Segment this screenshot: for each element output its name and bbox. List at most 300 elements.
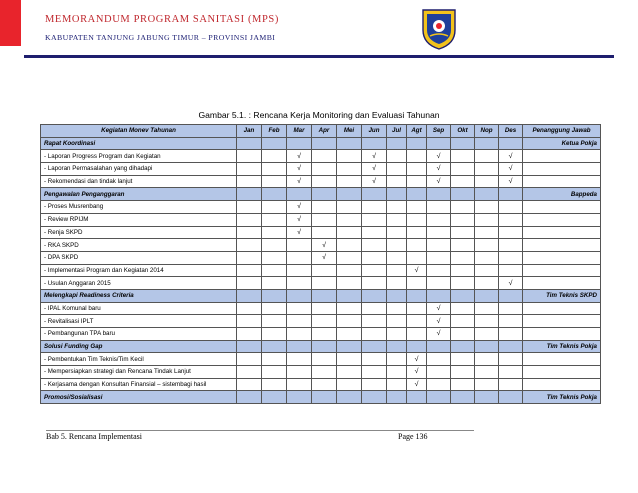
month-cell <box>427 391 451 404</box>
month-cell <box>237 239 262 252</box>
month-cell <box>337 340 362 353</box>
month-cell <box>312 264 337 277</box>
column-header: Nop <box>475 125 499 138</box>
month-cell <box>362 239 387 252</box>
month-cell <box>407 226 427 239</box>
month-cell <box>312 289 337 302</box>
month-cell <box>475 366 499 379</box>
month-cell <box>362 213 387 226</box>
column-header: Jul <box>387 125 407 138</box>
month-cell <box>262 277 287 290</box>
section-label-text: Solusi Funding Gap <box>44 343 103 351</box>
month-cell <box>499 391 523 404</box>
section-label: Melengkapi Readiness Criteria <box>41 289 237 302</box>
document-subtitle: KABUPATEN TANJUNG JABUNG TIMUR – PROVINSI JAMBI <box>45 33 276 42</box>
month-cell <box>287 302 312 315</box>
month-cell <box>337 213 362 226</box>
month-cell <box>262 391 287 404</box>
table-row <box>41 315 601 328</box>
monev-schedule-table <box>40 124 601 404</box>
responsible-cell <box>523 201 601 214</box>
month-cell <box>237 328 262 341</box>
responsible-cell <box>523 226 601 239</box>
month-cell <box>407 213 427 226</box>
responsible-cell <box>523 264 601 277</box>
month-cell <box>451 213 475 226</box>
month-cell <box>475 201 499 214</box>
month-cell <box>387 188 407 201</box>
activity-label: - Renja SKPD <box>41 226 237 239</box>
month-cell <box>407 277 427 290</box>
responsible-cell <box>523 213 601 226</box>
activity-label: - IPAL Komunal baru <box>41 302 237 315</box>
month-cell <box>499 264 523 277</box>
activity-label: - Pembentukan Tim Teknis/Tim Kecil <box>41 353 237 366</box>
month-cell <box>237 163 262 176</box>
month-cell <box>451 328 475 341</box>
month-cell <box>407 340 427 353</box>
column-header: Apr <box>312 125 337 138</box>
table-row <box>41 213 601 226</box>
month-cell <box>362 264 387 277</box>
check-mark-cell: √ <box>287 226 312 239</box>
responsible-party: Tim Teknis Pokja <box>523 340 601 353</box>
section-row <box>41 289 601 302</box>
month-cell <box>475 175 499 188</box>
month-cell <box>312 328 337 341</box>
table-row <box>41 302 601 315</box>
month-cell <box>499 353 523 366</box>
month-cell <box>312 175 337 188</box>
check-mark-cell: √ <box>499 277 523 290</box>
activity-label: - Proses Musrenbang <box>41 201 237 214</box>
month-cell <box>427 378 451 391</box>
month-cell <box>312 188 337 201</box>
month-cell <box>451 302 475 315</box>
check-mark-cell: √ <box>427 328 451 341</box>
month-cell <box>237 353 262 366</box>
month-cell <box>362 137 387 150</box>
activity-label: - Mempersiapkan strategi dan Rencana Tindak Lanjut <box>41 366 237 379</box>
month-cell <box>407 239 427 252</box>
check-mark-cell: √ <box>407 366 427 379</box>
month-cell <box>312 226 337 239</box>
month-cell <box>287 264 312 277</box>
table-row <box>41 353 601 366</box>
month-cell <box>312 137 337 150</box>
month-cell <box>451 251 475 264</box>
month-cell <box>287 340 312 353</box>
check-mark-cell: √ <box>427 150 451 163</box>
month-cell <box>312 277 337 290</box>
activity-label: - Usulan Anggaran 2015 <box>41 277 237 290</box>
check-mark-cell: √ <box>287 175 312 188</box>
month-cell <box>262 378 287 391</box>
responsible-party: Bappeda <box>523 188 601 201</box>
month-cell <box>262 264 287 277</box>
activity-label: - Implementasi Program dan Kegiatan 2014 <box>41 264 237 277</box>
check-mark-cell: √ <box>287 163 312 176</box>
month-cell <box>237 188 262 201</box>
month-cell <box>287 366 312 379</box>
responsible-cell <box>523 163 601 176</box>
month-cell <box>312 391 337 404</box>
activity-label: - RKA SKPD <box>41 239 237 252</box>
month-cell <box>237 213 262 226</box>
check-mark-cell: √ <box>287 213 312 226</box>
month-cell <box>475 302 499 315</box>
responsible-cell <box>523 328 601 341</box>
month-cell <box>337 366 362 379</box>
month-cell <box>287 328 312 341</box>
month-cell <box>387 340 407 353</box>
month-cell <box>262 302 287 315</box>
month-cell <box>362 353 387 366</box>
column-header: Okt <box>451 125 475 138</box>
check-mark-cell: √ <box>362 175 387 188</box>
responsible-party: Tim Teknis SKPD <box>523 289 601 302</box>
month-cell <box>451 353 475 366</box>
month-cell <box>262 175 287 188</box>
column-header: Jun <box>362 125 387 138</box>
month-cell <box>262 251 287 264</box>
section-row <box>41 391 601 404</box>
month-cell <box>427 137 451 150</box>
column-header: Kegiatan Monev Tahunan <box>41 125 237 138</box>
header-divider <box>24 55 614 58</box>
month-cell <box>499 213 523 226</box>
document-title: MEMORANDUM PROGRAM SANITASI (MPS) <box>45 14 279 25</box>
month-cell <box>287 188 312 201</box>
month-cell <box>475 289 499 302</box>
month-cell <box>475 378 499 391</box>
check-mark-cell: √ <box>312 239 337 252</box>
month-cell <box>407 251 427 264</box>
section-row <box>41 340 601 353</box>
month-cell <box>427 201 451 214</box>
check-mark-cell: √ <box>499 163 523 176</box>
month-cell <box>337 137 362 150</box>
section-row <box>41 137 601 150</box>
month-cell <box>262 366 287 379</box>
month-cell <box>451 391 475 404</box>
month-cell <box>237 175 262 188</box>
table-row <box>41 378 601 391</box>
month-cell <box>475 264 499 277</box>
month-cell <box>451 137 475 150</box>
month-cell <box>237 302 262 315</box>
month-cell <box>499 251 523 264</box>
month-cell <box>237 201 262 214</box>
month-cell <box>237 150 262 163</box>
month-cell <box>407 302 427 315</box>
month-cell <box>451 175 475 188</box>
month-cell <box>362 289 387 302</box>
month-cell <box>387 163 407 176</box>
month-cell <box>407 391 427 404</box>
month-cell <box>475 391 499 404</box>
responsible-cell <box>523 175 601 188</box>
month-cell <box>451 163 475 176</box>
month-cell <box>362 201 387 214</box>
month-cell <box>387 201 407 214</box>
month-cell <box>287 239 312 252</box>
check-mark-cell: √ <box>499 150 523 163</box>
section-row <box>41 188 601 201</box>
month-cell <box>499 302 523 315</box>
check-mark-cell: √ <box>312 251 337 264</box>
activity-label: - DPA SKPD <box>41 251 237 264</box>
month-cell <box>262 340 287 353</box>
check-mark-cell: √ <box>287 150 312 163</box>
table-row <box>41 150 601 163</box>
month-cell <box>237 251 262 264</box>
month-cell <box>262 137 287 150</box>
month-cell <box>387 239 407 252</box>
month-cell <box>475 163 499 176</box>
month-cell <box>451 289 475 302</box>
month-cell <box>387 289 407 302</box>
table-row <box>41 366 601 379</box>
month-cell <box>451 366 475 379</box>
check-mark-cell: √ <box>499 175 523 188</box>
month-cell <box>287 353 312 366</box>
responsible-cell <box>523 315 601 328</box>
month-cell <box>362 251 387 264</box>
month-cell <box>499 378 523 391</box>
month-cell <box>387 137 407 150</box>
column-header: Des <box>499 125 523 138</box>
month-cell <box>362 378 387 391</box>
month-cell <box>451 150 475 163</box>
month-cell <box>337 251 362 264</box>
month-cell <box>287 251 312 264</box>
activity-label: - Revitalisasi IPLT <box>41 315 237 328</box>
month-cell <box>237 315 262 328</box>
month-cell <box>337 239 362 252</box>
month-cell <box>337 264 362 277</box>
month-cell <box>312 378 337 391</box>
month-cell <box>427 264 451 277</box>
month-cell <box>262 315 287 328</box>
month-cell <box>499 366 523 379</box>
month-cell <box>451 239 475 252</box>
month-cell <box>387 277 407 290</box>
month-cell <box>427 188 451 201</box>
month-cell <box>427 340 451 353</box>
check-mark-cell: √ <box>427 175 451 188</box>
table-row <box>41 201 601 214</box>
month-cell <box>499 188 523 201</box>
check-mark-cell: √ <box>407 264 427 277</box>
month-cell <box>337 150 362 163</box>
month-cell <box>427 213 451 226</box>
month-cell <box>312 366 337 379</box>
table-row <box>41 175 601 188</box>
column-header: Jan <box>237 125 262 138</box>
month-cell <box>362 366 387 379</box>
responsible-party: Ketua Pokja <box>523 137 601 150</box>
month-cell <box>387 315 407 328</box>
responsible-cell <box>523 251 601 264</box>
month-cell <box>427 239 451 252</box>
footer-divider <box>46 430 474 431</box>
month-cell <box>451 188 475 201</box>
month-cell <box>387 175 407 188</box>
column-header: Agt <box>407 125 427 138</box>
month-cell <box>475 328 499 341</box>
column-header: Feb <box>262 125 287 138</box>
month-cell <box>499 137 523 150</box>
month-cell <box>262 226 287 239</box>
month-cell <box>237 366 262 379</box>
month-cell <box>387 264 407 277</box>
month-cell <box>262 201 287 214</box>
month-cell <box>451 340 475 353</box>
month-cell <box>475 315 499 328</box>
regency-emblem-icon <box>420 6 458 50</box>
month-cell <box>337 277 362 290</box>
month-cell <box>427 366 451 379</box>
table-row <box>41 328 601 341</box>
month-cell <box>499 315 523 328</box>
month-cell <box>427 251 451 264</box>
month-cell <box>237 264 262 277</box>
check-mark-cell: √ <box>362 163 387 176</box>
table-row <box>41 264 601 277</box>
month-cell <box>362 226 387 239</box>
month-cell <box>387 213 407 226</box>
month-cell <box>337 315 362 328</box>
header-accent-bar <box>0 0 21 46</box>
month-cell <box>312 150 337 163</box>
month-cell <box>475 137 499 150</box>
check-mark-cell: √ <box>427 315 451 328</box>
check-mark-cell: √ <box>427 302 451 315</box>
month-cell <box>337 226 362 239</box>
month-cell <box>475 353 499 366</box>
month-cell <box>387 391 407 404</box>
month-cell <box>337 302 362 315</box>
activity-label: - Laporan Progress Program dan Kegiatan <box>41 150 237 163</box>
month-cell <box>337 188 362 201</box>
month-cell <box>262 353 287 366</box>
month-cell <box>262 163 287 176</box>
month-cell <box>312 213 337 226</box>
month-cell <box>407 150 427 163</box>
month-cell <box>499 201 523 214</box>
check-mark-cell: √ <box>287 201 312 214</box>
month-cell <box>362 188 387 201</box>
month-cell <box>407 289 427 302</box>
month-cell <box>387 366 407 379</box>
table-row <box>41 251 601 264</box>
month-cell <box>475 277 499 290</box>
month-cell <box>312 353 337 366</box>
check-mark-cell: √ <box>407 378 427 391</box>
month-cell <box>499 328 523 341</box>
column-header: Penanggung Jawab <box>523 125 601 138</box>
check-mark-cell: √ <box>427 163 451 176</box>
responsible-cell <box>523 239 601 252</box>
month-cell <box>287 391 312 404</box>
month-cell <box>262 328 287 341</box>
figure-caption: Gambar 5.1. : Rencana Kerja Monitoring dan Evaluasi Tahunan <box>198 110 440 120</box>
responsible-cell <box>523 378 601 391</box>
month-cell <box>387 328 407 341</box>
column-header: Sep <box>427 125 451 138</box>
month-cell <box>237 277 262 290</box>
table-header-row <box>41 125 601 138</box>
month-cell <box>407 163 427 176</box>
month-cell <box>475 239 499 252</box>
month-cell <box>237 340 262 353</box>
table-row <box>41 277 601 290</box>
month-cell <box>407 315 427 328</box>
month-cell <box>499 239 523 252</box>
month-cell <box>427 277 451 290</box>
month-cell <box>287 277 312 290</box>
month-cell <box>262 188 287 201</box>
table-row <box>41 226 601 239</box>
month-cell <box>451 277 475 290</box>
month-cell <box>312 315 337 328</box>
month-cell <box>362 302 387 315</box>
month-cell <box>499 289 523 302</box>
table-row <box>41 163 601 176</box>
section-label: Pengawalan Penganggaran <box>41 188 237 201</box>
month-cell <box>407 188 427 201</box>
month-cell <box>362 391 387 404</box>
month-cell <box>475 226 499 239</box>
month-cell <box>262 150 287 163</box>
month-cell <box>427 353 451 366</box>
month-cell <box>407 328 427 341</box>
activity-label: - Rekomendasi dan tindak lanjut <box>41 175 237 188</box>
month-cell <box>337 175 362 188</box>
responsible-cell <box>523 353 601 366</box>
responsible-cell <box>523 150 601 163</box>
section-label: Rapat Koordinasi <box>41 137 237 150</box>
month-cell <box>362 277 387 290</box>
month-cell <box>237 226 262 239</box>
month-cell <box>337 163 362 176</box>
month-cell <box>337 353 362 366</box>
month-cell <box>475 188 499 201</box>
month-cell <box>312 201 337 214</box>
month-cell <box>475 340 499 353</box>
section-label: Promosi/Sosialisasi <box>41 391 237 404</box>
month-cell <box>337 201 362 214</box>
month-cell <box>287 289 312 302</box>
month-cell <box>387 226 407 239</box>
column-header: Mei <box>337 125 362 138</box>
responsible-cell <box>523 366 601 379</box>
month-cell <box>337 289 362 302</box>
month-cell <box>451 226 475 239</box>
month-cell <box>475 150 499 163</box>
responsible-cell <box>523 277 601 290</box>
check-mark-cell: √ <box>362 150 387 163</box>
month-cell <box>451 378 475 391</box>
section-label <box>41 340 237 353</box>
month-cell <box>387 251 407 264</box>
month-cell <box>237 289 262 302</box>
activity-label: - Laporan Permasalahan yang dihadapi <box>41 163 237 176</box>
month-cell <box>362 340 387 353</box>
month-cell <box>451 201 475 214</box>
month-cell <box>312 302 337 315</box>
